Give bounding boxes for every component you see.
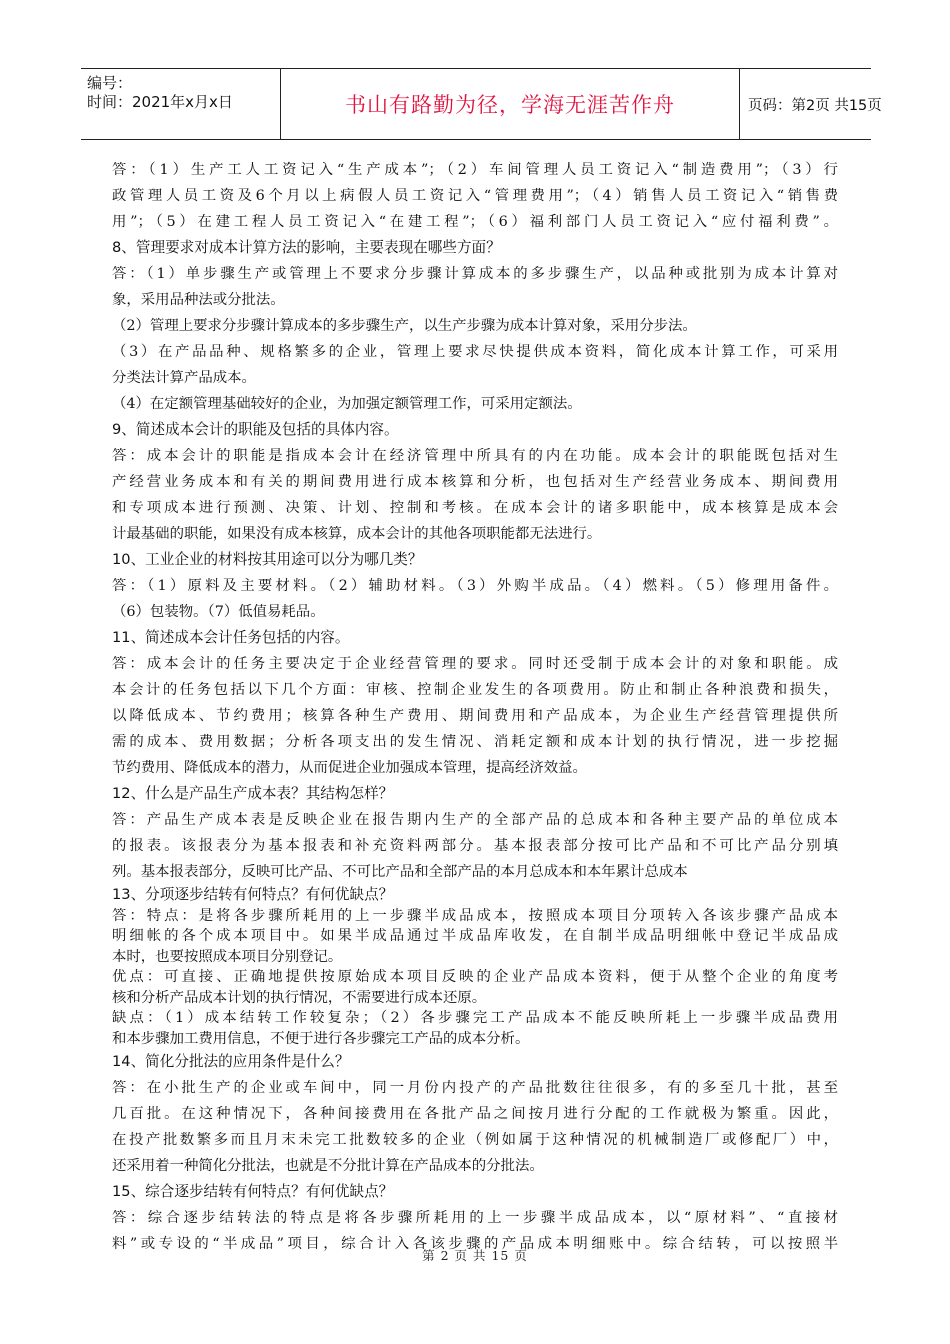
- text-line: 列。基本报表部分，反映可比产品、不可比产品和全部产品的本月总成本和本年累计总成本: [112, 864, 688, 880]
- text-line: （4）在定额管理基础较好的企业，为加强定额管理工作，可采用定额法。: [112, 396, 582, 412]
- text-line: 象，采用品种法或分批法。: [112, 292, 285, 308]
- header-page-cell: [740, 69, 882, 139]
- text-line: 以降低成本、节约费用；核算各种生产费用、期间费用和产品成本，为企业生产经营管理提供所: [112, 708, 838, 724]
- text-line: 的报表。该报表分为基本报表和补充资料两部分。基本报表部分按可比产品和不可比产品分别填: [112, 838, 838, 854]
- question-heading: 9、简述成本会计的职能及包括的具体内容。: [112, 421, 399, 438]
- text-line: 和专项成本进行预测、决策、计划、控制和考核。在成本会计的诸多职能中，成本核算是成本会: [112, 500, 838, 516]
- text-line: 核和分析产品成本计划的执行情况，不需要进行成本还原。: [112, 989, 487, 1006]
- text-line: 计最基础的职能，如果没有成本核算，成本会计的其他各项职能都无法进行。: [112, 526, 602, 542]
- document-number-label: 编号：: [87, 74, 133, 92]
- text-line: 答：特点：是将各步骤所耗用的上一步骤半成品成本，按照成本项目分项转入各该步骤产品成本: [112, 907, 838, 924]
- question-heading: 13、分项逐步结转有何特点？有何优缺点？: [112, 886, 394, 903]
- text-line: 答：（1）单步骤生产或管理上不要求分步骤计算成本的多步骤生产，以品种或批别为成本计算对: [112, 266, 838, 282]
- text-line: 和本步骤加工费用信息，不便于进行各步骤完工产品的成本分析。: [112, 1030, 530, 1047]
- document-time-label: 时间：2021年x月x日: [87, 93, 233, 111]
- text-line: （6）包装物。（7）低值易耗品。: [112, 604, 325, 620]
- text-line: 答：成本会计的任务主要决定于企业经营管理的要求。同时还受制于成本会计的对象和职能。成: [112, 656, 838, 672]
- text-line: 答：成本会计的职能是指成本会计在经济管理中所具有的内在功能。成本会计的职能既包括对生: [112, 448, 838, 464]
- question-heading: 10、工业企业的材料按其用途可以分为哪几类？: [112, 551, 423, 568]
- text-line: （2）管理上要求分步骤计算成本的多步骤生产，以生产步骤为成本计算对象，采用分步法。: [112, 318, 697, 334]
- text-line: 在投产批数繁多而且月末未完工批数较多的企业（例如属于这种情况的机械制造厂或修配厂）中，: [112, 1132, 838, 1148]
- header-page-number: 页码：第2页 共15页: [748, 98, 882, 114]
- question-heading: 14、简化分批法的应用条件是什么？: [112, 1053, 350, 1070]
- text-line: 用”；（5）在建工程人员工资记入“在建工程”；（6）福利部门人员工资记入“应付福利费”。: [112, 214, 838, 230]
- text-line: 节约费用、降低成本的潜力，从而促进企业加强成本管理，提高经济效益。: [112, 760, 587, 776]
- page-footer: 第 2 页 共 15 页: [422, 1248, 528, 1263]
- text-line: 需的成本、费用数据；分析各项支出的发生情况、消耗定额和成本计划的执行情况，进一步挖掘: [112, 734, 838, 750]
- text-line: 答：在小批生产的企业或车间中，同一月份内投产的产品批数往往很多，有的多至几十批，甚至: [112, 1080, 838, 1096]
- question-heading: 11、简述成本会计任务包括的内容。: [112, 629, 350, 646]
- page-header: [81, 68, 882, 140]
- text-line: 优点：可直接、正确地提供按原始成本项目反映的企业产品成本资料，便于从整个企业的角度考: [112, 969, 838, 985]
- text-line: （3）在产品品种、规格繁多的企业，管理上要求尽快提供成本资料，简化成本计算工作，可采用: [112, 344, 838, 360]
- text-line: 答：（1）原料及主要材料。（2）辅助材料。（3）外购半成品。（4）燃料。（5）修理用备件。: [112, 578, 838, 594]
- text-line: 分类法计算产品成本。: [112, 370, 256, 386]
- question-heading: 12、什么是产品生产成本表？其结构怎样？: [112, 785, 394, 802]
- question-heading: 15、综合逐步结转有何特点？有何优缺点？: [112, 1183, 394, 1200]
- text-line: 答：综合逐步结转法的特点是将各步骤所耗用的上一步骤半成品成本，以“原材料”、“直接材: [112, 1210, 838, 1226]
- text-line: 料”或专设的“半成品”项目，综合计入各该步骤的产品成本明细账中。综合结转，可以按照半: [112, 1236, 838, 1252]
- text-line: 本时，也要按照成本项目分别登记。: [112, 948, 343, 965]
- text-line: 几百批。在这种情况下，各种间接费用在各批产品之间按月进行分配的工作就极为繁重。因此，: [112, 1106, 838, 1122]
- text-line: 产经营业务成本和有关的期间费用进行成本核算和分析，也包括对生产经营业务成本、期间费用: [112, 474, 838, 490]
- text-line: 缺点：（1）成本结转工作较复杂；（2）各步骤完工产品成本不能反映所耗上一步骤半成品费用: [112, 1010, 838, 1026]
- header-motto: 书山有路勤为径，学海无涯苦作舟: [345, 93, 675, 117]
- header-motto-cell: [280, 69, 740, 139]
- header-left-cell: [81, 69, 280, 139]
- question-heading: 8、管理要求对成本计算方法的影响，主要表现在哪些方面？: [112, 239, 501, 256]
- text-line: 明细帐的各个成本项目中。如果半成品通过半成品库收发，在自制半成品明细帐中登记半成品成: [112, 928, 838, 944]
- text-line: 本会计的任务包括以下几个方面：审核、控制企业发生的各项费用。防止和制止各种浪费和损失，: [112, 682, 838, 698]
- text-line: 答：产品生产成本表是反映企业在报告期内生产的全部产品的总成本和各种主要产品的单位成本: [112, 812, 838, 828]
- text-line: 答：（1）生产工人工资记入“生产成本”；（2）车间管理人员工资记入“制造费用”；（3）行: [112, 162, 838, 178]
- text-line: 还采用着一种简化分批法，也就是不分批计算在产品成本的分批法。: [112, 1158, 544, 1174]
- text-line: 政管理人员工资及6个月以上病假人员工资记入“管理费用”；（4）销售人员工资记入“销售费: [112, 188, 838, 204]
- document-body: [112, 157, 838, 1257]
